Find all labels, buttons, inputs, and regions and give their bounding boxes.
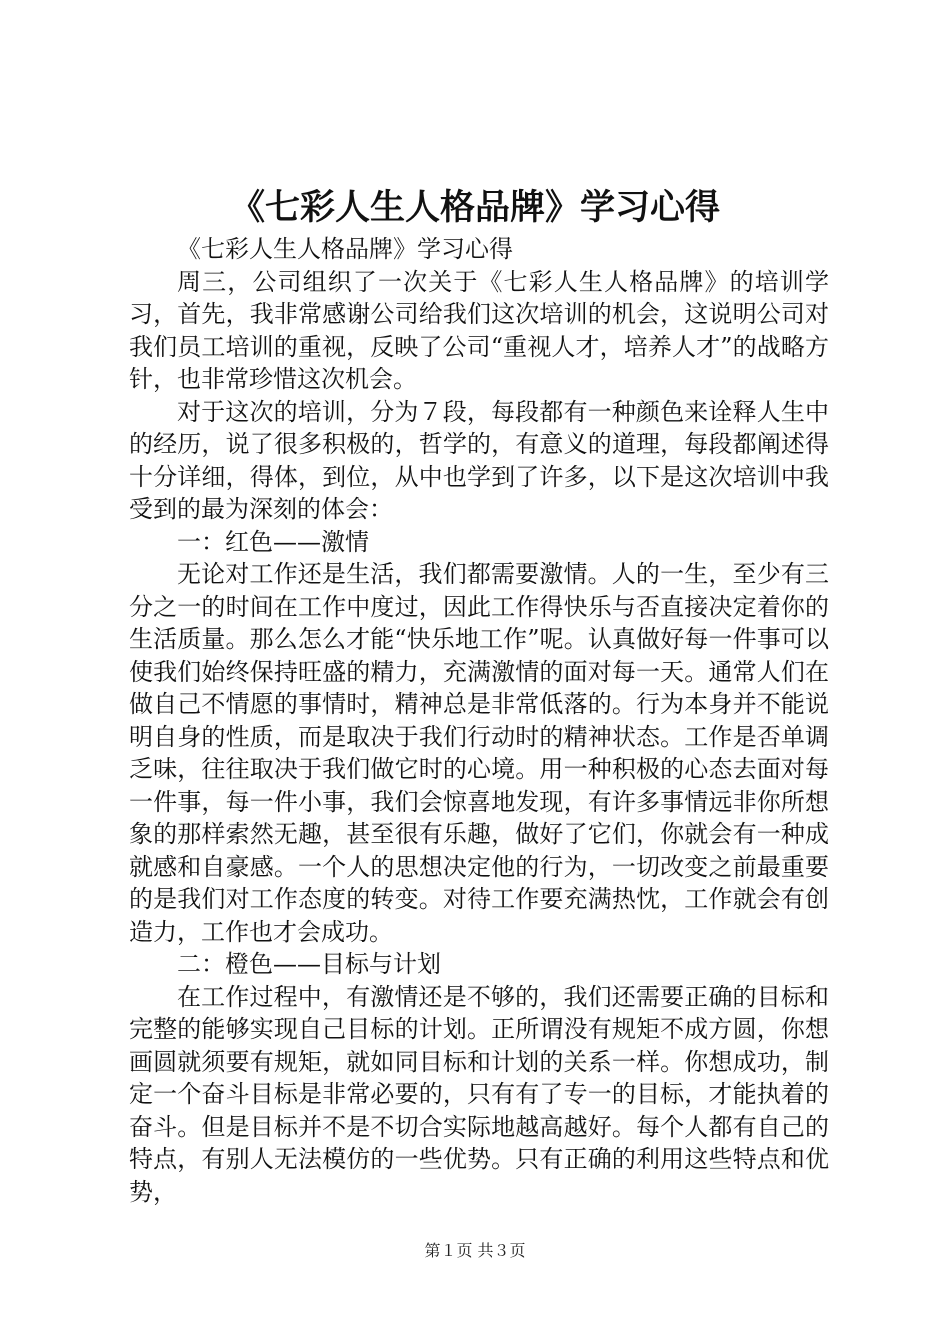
document-title: 《七彩人生人格品牌》学习心得	[229, 187, 720, 228]
paragraph-intro: 周三，公司组织了一次关于《七彩人生人格品牌》的培训学习，首先，我非常感谢公司给我们这次培训的机会，这说明公司对我们员工培训的重视，反映了公司“重视人才，培养人才”的战略方针，也非常珍惜这次机会。	[129, 267, 829, 393]
paragraph-red-passion: 无论对工作还是生活，我们都需要激情。人的一生，至少有三分之一的时间在工作中度过，因此工作得快乐与否直接决定着你的生活质量。那么怎么才能“快乐地工作”呢。认真做好每一件事可以使我们始终保持旺盛的精力，充满激情的面对每一天。通常人们在做自己不情愿的事情时，精神总是非常低落的。行为本身并不能说明自身的性质，而是取决于我们行动时的精神状态。工作是否单调乏味，往往取决于我们做它时的心境。用一种积极的心态去面对每一件事，每一件小事，我们会惊喜地发现，有许多事情远非你所想象的那样索然无趣，甚至很有乐趣，做好了它们，你就会有一种成就感和自豪感。一个人的思想决定他的行为，一切改变之前最重要的是我们对工作态度的转变。对待工作要充满热忱，工作就会有创造力，工作也才会成功。	[129, 560, 829, 946]
paragraph-overview: 对于这次的培训，分为７段，每段都有一种颜色来诠释人生中的经历，说了很多积极的，哲学的，有意义的道理，每段都阐述得十分详细，得体，到位，从中也学到了许多，以下是这次培训中我受到的最为深刻的体会：	[129, 397, 829, 523]
page-footer: 第１页 共３页	[424, 1241, 526, 1260]
section-heading-orange: 二：橙色——目标与计划	[177, 950, 441, 978]
section-heading-red: 一：红色——激情	[177, 527, 369, 556]
paragraph-orange-goals: 在工作过程中，有激情还是不够的，我们还需要正确的目标和完整的能够实现自己目标的计划。正所谓没有规矩不成方圆，你想画圆就须要有规矩，就如同目标和计划的关系一样。你想成功，制定一个奋斗目标是非常必要的，只有有了专一的目标，才能执着的奋斗。但是目标并不是不切合实际地越高越好。每个人都有自己的特点，有别人无法模仿的一些优势。只有正确的利用这些特点和优势，	[129, 982, 829, 1206]
document-body	[129, 233, 829, 1208]
document-subtitle: 《七彩人生人格品牌》学习心得	[177, 235, 513, 263]
